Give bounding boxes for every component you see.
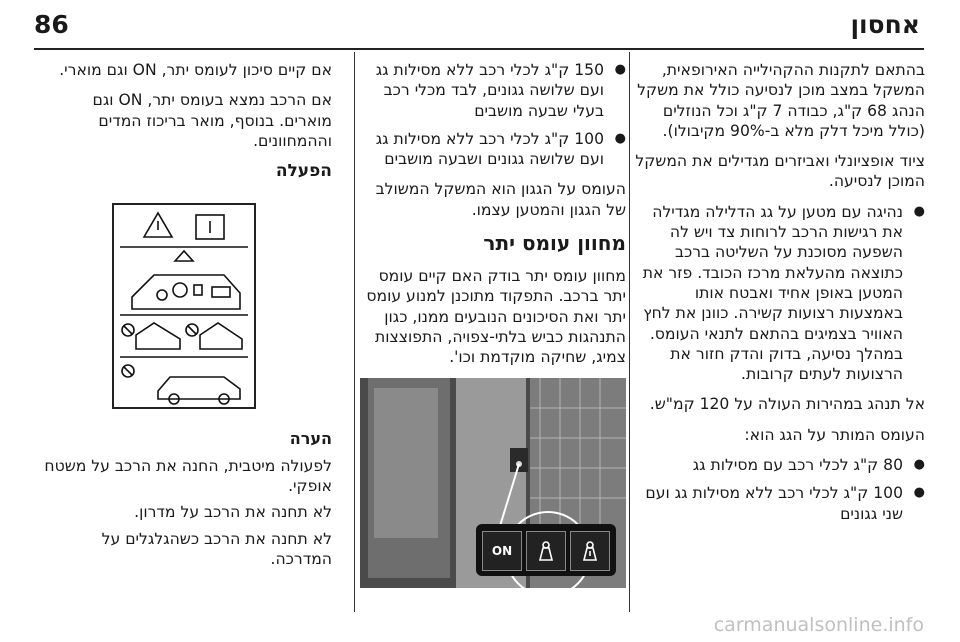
- header-rule: [34, 48, 924, 50]
- watermark: carmanualsonline.info: [713, 614, 924, 636]
- overload-heading: מחוון עומס יתר: [483, 231, 626, 256]
- bullet-item: ● נהיגה עם מטען על גג הדלילה מגדילה את רגישות הרכב לרוחות צד ויש לה השפעה מסוכנת על השליטה ברכב כתוצאה מהעלאת מרכז הכובד. פזר את המטען באופן אחיד ואבטח אותו באמצעות רצועות קשירה. כוונן את לחץ האוויר בצמיגים בהתאם לתנאי העומס. במהלך נסיעה, בדוק והדק חזור את הרצועות לעתים קרובות.: [633, 202, 925, 385]
- overload-text: מחוון עומס יתר בודק האם קיים עומס יתר ברכב. התפקוד מתוכנן למנוע עומס יתר ואת הסיכונים הנובעים ממנו, כגון התנהגות כביש בלתי-צפויה, התפוצצות צמיג, שחיקה מוקדמת וכו'.: [366, 267, 626, 367]
- page-number: 86: [34, 10, 69, 39]
- column-left: [36, 60, 332, 579]
- load-item: ● 80 ק"ג לכלי רכב עם מסילות גג: [633, 455, 925, 475]
- load-item: ● 150 ק"ג לכלי רכב ללא מסילות גג ועם שלושה גגונים, לבד מכלי רכב בעלי שבעה מושבים: [358, 60, 626, 121]
- risk-text: אם קיים סיכון לעומס יתר, ON וגם מוארי.: [59, 61, 332, 79]
- load-list-continued: [358, 60, 626, 169]
- instruction-label-graphic: [114, 205, 254, 407]
- load-item: ● 100 ק"ג לכלי רכב ללא מסילות גג ועם שלושה גגונים ושבעה מושבים: [358, 129, 626, 170]
- column-divider: [629, 52, 630, 612]
- note-title: הערה: [289, 429, 332, 449]
- load-list: [633, 455, 925, 524]
- equipment-text: ציוד אופציונלי ואביזרים מגדילים את המשקל המוכן לנסיעה.: [635, 152, 925, 191]
- instruction-label: [112, 203, 256, 409]
- note-item: לא תחנה את הרכב כשהגלגלים על המדרכה.: [101, 529, 332, 568]
- weight-warning-icon: [570, 531, 610, 571]
- load-heading: העומס המותר על הגג הוא:: [744, 425, 925, 444]
- operation-heading: הפעלה: [275, 161, 332, 182]
- overload-status-text: אם הרכב נמצא בעומס יתר, ON וגם מוארים. בנוסף, מואר בריכוז המדים וההמחוונים.: [92, 91, 332, 150]
- column-middle: [358, 60, 626, 588]
- overload-photo: [360, 378, 626, 588]
- column-right: [633, 60, 925, 534]
- intro-text: בהתאם לתקנות ההקהילייה האירופאית, המשקל במצב מוכן לנסיעה כולל את משקל הנהג 68 ק"ג, כבודה 7 ק"ג וכל הנוזלים (כולל מיכל דלק מלא ב-90% מקיבולו).: [637, 61, 925, 140]
- weight-icon: [526, 531, 566, 571]
- bullet-list: [633, 202, 925, 385]
- section-title: אחסון: [850, 10, 920, 39]
- load-note: העומס על הגגון הוא המשקל המשולב של הגגון והמטען עצמו.: [375, 180, 626, 219]
- speed-text: אל תנהג במהירות העולה על 120 קמ"ש.: [649, 395, 925, 414]
- note-item: לא תחנה את הרכב על מדרון.: [134, 503, 332, 522]
- load-item: ● 100 ק"ג לכלי רכב ללא מסילות גג ועם שני גגונים: [633, 483, 925, 524]
- note-item: לפעולה מיטבית, החנה את הרכב על משטח אופקי.: [44, 456, 332, 496]
- overload-on-button: ON: [482, 531, 522, 571]
- column-divider: [354, 52, 355, 612]
